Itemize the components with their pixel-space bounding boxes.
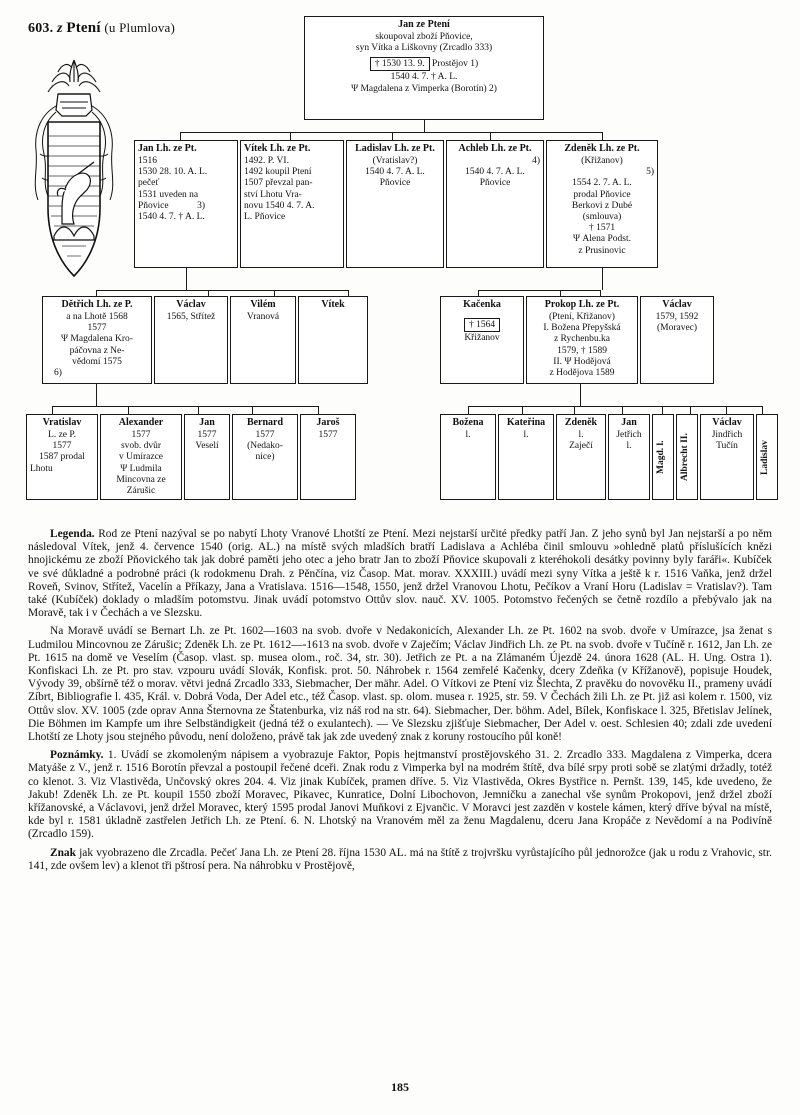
node-name: Dětřich Lh. ze P. [61, 299, 133, 310]
node-line: L. Pňovice [244, 212, 286, 223]
node-name: Vítek [321, 299, 345, 310]
node-line: Ψ Magdalena z Vimperka (Borotín) 2) [351, 83, 497, 94]
node-line: l. [523, 430, 529, 440]
node-name: Václav [176, 299, 206, 310]
connector [424, 120, 425, 132]
chart-node-vratislav [26, 414, 98, 500]
chart-node-zdenek-lh [546, 140, 658, 268]
node-line: Pňovice 3) [138, 200, 206, 211]
node-death-box: † 1530 13. 9. [370, 57, 430, 71]
chart-node-ladislav-lh [346, 140, 444, 268]
entry-preposition: z [57, 21, 63, 36]
node-line: (Nedako- [247, 441, 283, 452]
chart-node-albrecht-ii [676, 414, 698, 500]
chart-node-vilem-vranova [230, 296, 296, 384]
body-text [28, 528, 772, 878]
page-number: 185 [391, 1080, 409, 1094]
node-line: 1565, Střítež [166, 312, 216, 322]
paragraph-lead: Znak [50, 846, 76, 859]
chart-node-prokop [526, 296, 638, 384]
node-name: Václav [712, 417, 742, 428]
node-line: 5) [646, 167, 654, 178]
paragraph-body: 1. Uvádí se zkomoleným nápisem a vyobrazuje Faktor, Popis hejtmanství prostějovského 31. 2. Zrcadlo 333. Magdalena z Vimperka, dcera Matyáše z V., jenž r. 1516 Borotín převzal a postoupil řečené dceři. Znak rodu z Vimperka byl na modrém štítě, dva bílé srpy proti sobě se zlatými držadly, totéž co klenot. 3. Viz Vlastivěda, Unčovský okres 204. 4. Viz jinak Kubíček, pramen dříve. 5. Viz Vlastivěda, Okres Bystřice n. Pernšt. 139, 145, kde uvedeno, že Jakub! Zdeněk Lh. ze Pt. koupil 1550 zboží Moravec, Pikavec, Kunratice, Dolní Libochovon, Jemničku a zanechal vše synům Prokopovi, jenž držel zboží křížanovské, a Václavovi, jenž držel Moravec, který 1595 prodal Janovi Muňkovi z Ejvančic. V Moravci jest zazděn v kostele kámen, který dříve býval na místě, kde byl r. 1581 úkladně zastřelen Jetřich Lh. ze Ptení. 6. N. Lhotský na Vranovém měl za ženu Magdalenu, dceru Jana Kropáče z Nevědomí a na Podivíně (Zrcadlo 159). [28, 749, 772, 841]
node-name: Kateřina [506, 417, 546, 428]
node-name: Achleb Lh. ze Pt. [458, 143, 532, 154]
node-line: 1516 [138, 156, 157, 166]
entry-name: Ptení [66, 20, 101, 36]
node-line: † 1571 [588, 223, 616, 234]
node-name: Vilém [250, 299, 276, 310]
connector [574, 406, 575, 414]
connector [96, 290, 348, 291]
node-line: Křižanov [464, 333, 500, 343]
node-name: Ladislav [760, 440, 770, 475]
paragraph-body: Na Moravě uvádí se Bernart Lh. ze Pt. 1602—1603 na svob. dvoře v Nedakonicích, Alexander Lh. ze Pt. 1602 na svob. dvoře v Umírazce, jsa ženat s Ludmilou Mincovnou ze Zárušic; Zdeněk Lh. ze Pt. 1612—-1613 na svob. dvoře v Zaječím; Václav Jindřich Lh. ze Pt. na svob. dvoře v Tučíně r. 1612, Jan Lh. ze Pt. 1615 na domě ve Veselím (Časop. vlast. sp. musea olom., roč. 34, str. 30). Jetřich ze Pt. a na Zlámaném Újezdě 24. února 1628 (AL. H. Ung. Ostra 1). Konfiskaci Lh. ze Pt. pro stav. vzpouru uvádí Slovák, Konfisk. prot. 50. Náhrobek r. 1564 zemřelé Kačenky, dcery Zdeňka (v Křížanově), popisuje Houdek, Vývody 39, obšírně též o morav. větvi jedná Zrcadlo 333, Siebmacher, Der mähr. Adel. O Vítkovi ze Ptení viz Šlechta, Z pravěku do novověku II., prameny uvádí Zíbrt, Bibliografie l. 435, Král. v. Dobrá Voda, Der Adel etc., též Časop. vlast. sp. olom. musea r. 1925, str. 59. V Čechách žili Lh. ze Pt. již asi kolem r. 1500, viz Ottův slov. XV. 1005 (zde oprav Anna Šternovna ze Štatenburka, viz náš rod na str. 64). Siebmacher, Der. böhm. Adel, Bílek, Konfiskace l. 325, Břetislav Jelínek, Die Böhmen im Kampfe um ihre Selbständigkeit (jedná též o exulantech). — Ve Slezsku zjišťuje Siebmacher, Der Adel v. oest. Schlesien 40; zdali zde uvedení Lhotští ze Lhoty jsou stejného původu, není doloženo, právě tak jak zde uvedený znak z koruny rostoucího půl koně! [28, 625, 772, 744]
node-line: 1507 převzal pan- [244, 178, 313, 189]
node-line: Zárušic [126, 486, 156, 497]
node-line: syn Vítka a Liškovny (Zrcadlo 333) [355, 43, 493, 54]
node-line: z Prusinovic [578, 245, 626, 256]
node-line: Ψ Alena Podst. [573, 234, 631, 245]
connector [392, 132, 393, 140]
node-name: Jan Lh. ze Pt. [138, 143, 197, 154]
chart-node-zdenek-zajeci [556, 414, 606, 500]
chart-node-katerina [498, 414, 554, 500]
node-name: Ladislav Lh. ze Pt. [355, 143, 435, 154]
chart-node-vitek-g3 [298, 296, 368, 384]
node-line: Jetřich [616, 430, 642, 440]
paragraph-poznamky [28, 749, 772, 841]
node-death-box: † 1564 [464, 318, 500, 332]
chart-node-ladislav-g4 [756, 414, 778, 500]
node-line: 1577 [131, 430, 151, 440]
node-name: Jan ze Ptení [398, 19, 450, 30]
node-line: svob. dvůr [120, 441, 162, 452]
connector [290, 132, 291, 140]
node-name: Jan [621, 417, 637, 428]
connector [198, 406, 199, 414]
connector [580, 384, 581, 406]
node-line: skoupoval zboží Pňovice, [375, 32, 473, 42]
node-line: 6) [54, 368, 62, 379]
node-line: 1540 4. 7. A. L. [365, 167, 425, 178]
node-line: 1577 [255, 430, 275, 440]
connector [478, 290, 600, 291]
connector [128, 406, 129, 414]
connector [52, 406, 318, 407]
node-line: (Křižanov) [581, 156, 623, 166]
node-line: Vranová [246, 312, 280, 322]
paragraph-znak [28, 847, 772, 873]
connector [602, 268, 603, 290]
node-line: (smlouva) [582, 212, 622, 223]
node-name: Jan [199, 417, 215, 428]
node-name: Zdeněk Lh. ze Pt. [564, 143, 640, 154]
paragraph-legenda [28, 528, 772, 620]
node-line: prodal Pňovice [573, 189, 631, 200]
chart-node-bozena [440, 414, 496, 500]
node-line: novu 1540 4. 7. A. [244, 200, 315, 211]
node-line: 1577 [52, 441, 72, 452]
node-line: 1587 prodal [39, 452, 85, 463]
chart-node-jan-jetrich [608, 414, 650, 500]
chart-node-achleb-lh [446, 140, 544, 268]
chart-node-root [304, 16, 544, 120]
node-line: Veselí [195, 441, 219, 452]
connector [180, 132, 181, 140]
node-line: 1531 uveden na [138, 189, 199, 200]
node-name: Václav [662, 299, 692, 310]
node-name: Alexander [118, 417, 164, 428]
node-line: 1540 4. 7. A. L. [465, 167, 525, 178]
connector [490, 132, 491, 140]
node-line: Ψ Magdalena Kro- [61, 334, 133, 345]
node-name: Vítek Lh. ze Pt. [244, 143, 311, 154]
node-line: Pňovice [379, 178, 411, 189]
node-line: L. ze P. [48, 430, 76, 440]
node-name: Kačenka [463, 299, 501, 310]
chart-node-vaclav-stritez [154, 296, 228, 384]
node-line: 1492. P. VI. [244, 156, 289, 166]
node-line: páčovna z Ne- [69, 345, 125, 356]
node-line: l. [578, 430, 584, 440]
node-line: Lhotu [30, 463, 53, 474]
chart-node-bernard [232, 414, 298, 500]
connector [468, 406, 762, 407]
node-name: Jaroš [316, 417, 340, 428]
node-line: 1577 [197, 430, 217, 440]
genealogy-chart [0, 0, 800, 520]
node-line: Mincovna ze [116, 474, 166, 485]
paragraph-morava [28, 625, 772, 744]
connector [522, 406, 523, 414]
node-line: z Hodějova 1589 [549, 368, 615, 379]
node-name: Božena [452, 417, 484, 428]
node-name: Prokop Lh. ze Pt. [544, 299, 620, 310]
chart-node-vaclav-moravec [640, 296, 714, 384]
paragraph-body: Rod ze Ptení nazýval se po nabytí Lhoty Vranové Lhotští ze Ptení. Mezi nejstarší určité předky patří Jan. Z jeho synů byl Jan nejstarší a po něm následoval Vítek, jenž 4. července 1540 (orig. AL.) na místě svých mladších bratří Ladislava a Achléba činil smlouvu »ohledně platů příslušících knězi hnojickému ze zboží Pňovického tak jak dobré paměti jeho otec a jeho bratr Jan to zboží Pňovice skupovali z kteréhokoli desátky povinny byly faráři«. Kubíček ve své důkladné a podrobné práci (k rodokmenu Drah. z Pěnčína, viz Časop. Mat. morav. XXXIII.) uvádí mezi syny Vítka a ještě k r. 1516 Vaňka, jenž držel Roveň, Svinov, Střítež, Vacelín a Příkazy, Jana a Vratislava. 1516—1548, 1550, jenž držel Vranovou Lhotu, Pečíkov a Vraní Horu (Ladislav = Vratislav?). Tam také (Kubíček) doklady o mladším potomstvu. Jinak uvádí potomstvo Ottův slov. nauč. XV. 1005. Potomstvo řečených se četně rozdílo a přebývalo jak na Moravě, tak i v Čechách a ve Slezsku. [28, 528, 772, 620]
connector [468, 406, 469, 414]
node-line: l. [626, 441, 632, 452]
connector [252, 406, 253, 414]
node-line: 1492 koupil Ptení [244, 167, 312, 178]
paragraph-lead: Legenda. [50, 528, 95, 540]
node-line: pečeť [138, 178, 160, 189]
node-line: z Rychenbu.ka [553, 334, 611, 345]
node-line: 1579, † 1589 [557, 345, 607, 356]
node-line: a na Lhotě 1568 [66, 312, 128, 322]
chart-node-kacenka [440, 296, 524, 384]
connector [622, 406, 623, 414]
chart-node-alexander [100, 414, 182, 500]
node-line: Ψ Ludmila [120, 463, 162, 474]
node-line: vědomí 1575 [72, 356, 122, 367]
node-line: 1579, 1592 [655, 312, 699, 322]
node-line: (Vratislav?) [372, 156, 418, 166]
node-line: 1577 [318, 430, 338, 440]
chart-node-vaclav-jindrich [700, 414, 754, 500]
connector [602, 132, 603, 140]
node-line: Berkovi z Dubé [571, 200, 633, 211]
node-line: (Ptení, Křižanov) [549, 312, 615, 322]
connector [690, 406, 691, 414]
connector [318, 406, 319, 414]
node-line: ství Lhotu Vra- [244, 189, 302, 200]
node-line: 4) [532, 156, 540, 166]
chart-node-jan-veseli [184, 414, 230, 500]
chart-node-detrich [42, 296, 152, 384]
node-line: Pňovice [479, 178, 511, 189]
node-line: v Umírazce [118, 452, 164, 463]
paragraph-lead: Poznámky. [50, 749, 104, 762]
node-line: 1554 2. 7. A. L. [572, 178, 632, 189]
chart-node-jaros [300, 414, 356, 500]
chart-node-magdalena [652, 414, 674, 500]
chart-node-vitek-lh [240, 140, 344, 268]
connector [186, 268, 187, 290]
node-line: II. Ψ Hodějová [553, 356, 611, 367]
entry-number: 603. [28, 21, 54, 36]
node-line: l. [465, 430, 471, 440]
node-line: Tučín [716, 441, 738, 452]
node-name: Albrecht II. [680, 433, 690, 482]
connector [96, 384, 97, 406]
paragraph-body: jak vyobrazeno dle Zrcadla. Pečeť Jana Lh. ze Ptení 28. října 1530 AL. má na štítě z trojvršku vyrůstajícího půl jednorožce (jak u rodu z Vrahovic, str. 141, zde ovšem lev) a klenot tři pštrosí pera. Na náhrobku v Prostějově, [28, 846, 772, 872]
connector [762, 406, 763, 414]
node-line: nice) [255, 452, 275, 463]
node-death-place: Prostějov 1) [432, 59, 479, 70]
node-name: Vratislav [42, 417, 82, 428]
connector [180, 132, 602, 133]
node-name: Magd. l. [656, 440, 666, 475]
node-line: 1540 4. 7. † A. L. [138, 212, 205, 223]
node-line: Zaječí [569, 441, 593, 452]
node-line: 1540 4. 7. † A. L. [390, 72, 458, 83]
connector [52, 406, 53, 414]
node-line: (Moravec) [656, 323, 698, 334]
node-line: I. Božena Přepyšská [543, 323, 621, 334]
connector [726, 406, 727, 414]
chart-node-jan-lh [134, 140, 238, 268]
connector [662, 406, 663, 414]
entry-location: (u Plumlova) [104, 20, 176, 35]
node-line: Jindřich [711, 430, 743, 440]
node-name: Bernard [246, 417, 284, 428]
node-line: 1530 28. 10. A. L. [138, 167, 208, 178]
node-name: Zdeněk [564, 417, 598, 428]
node-line: 1577 [87, 323, 107, 334]
